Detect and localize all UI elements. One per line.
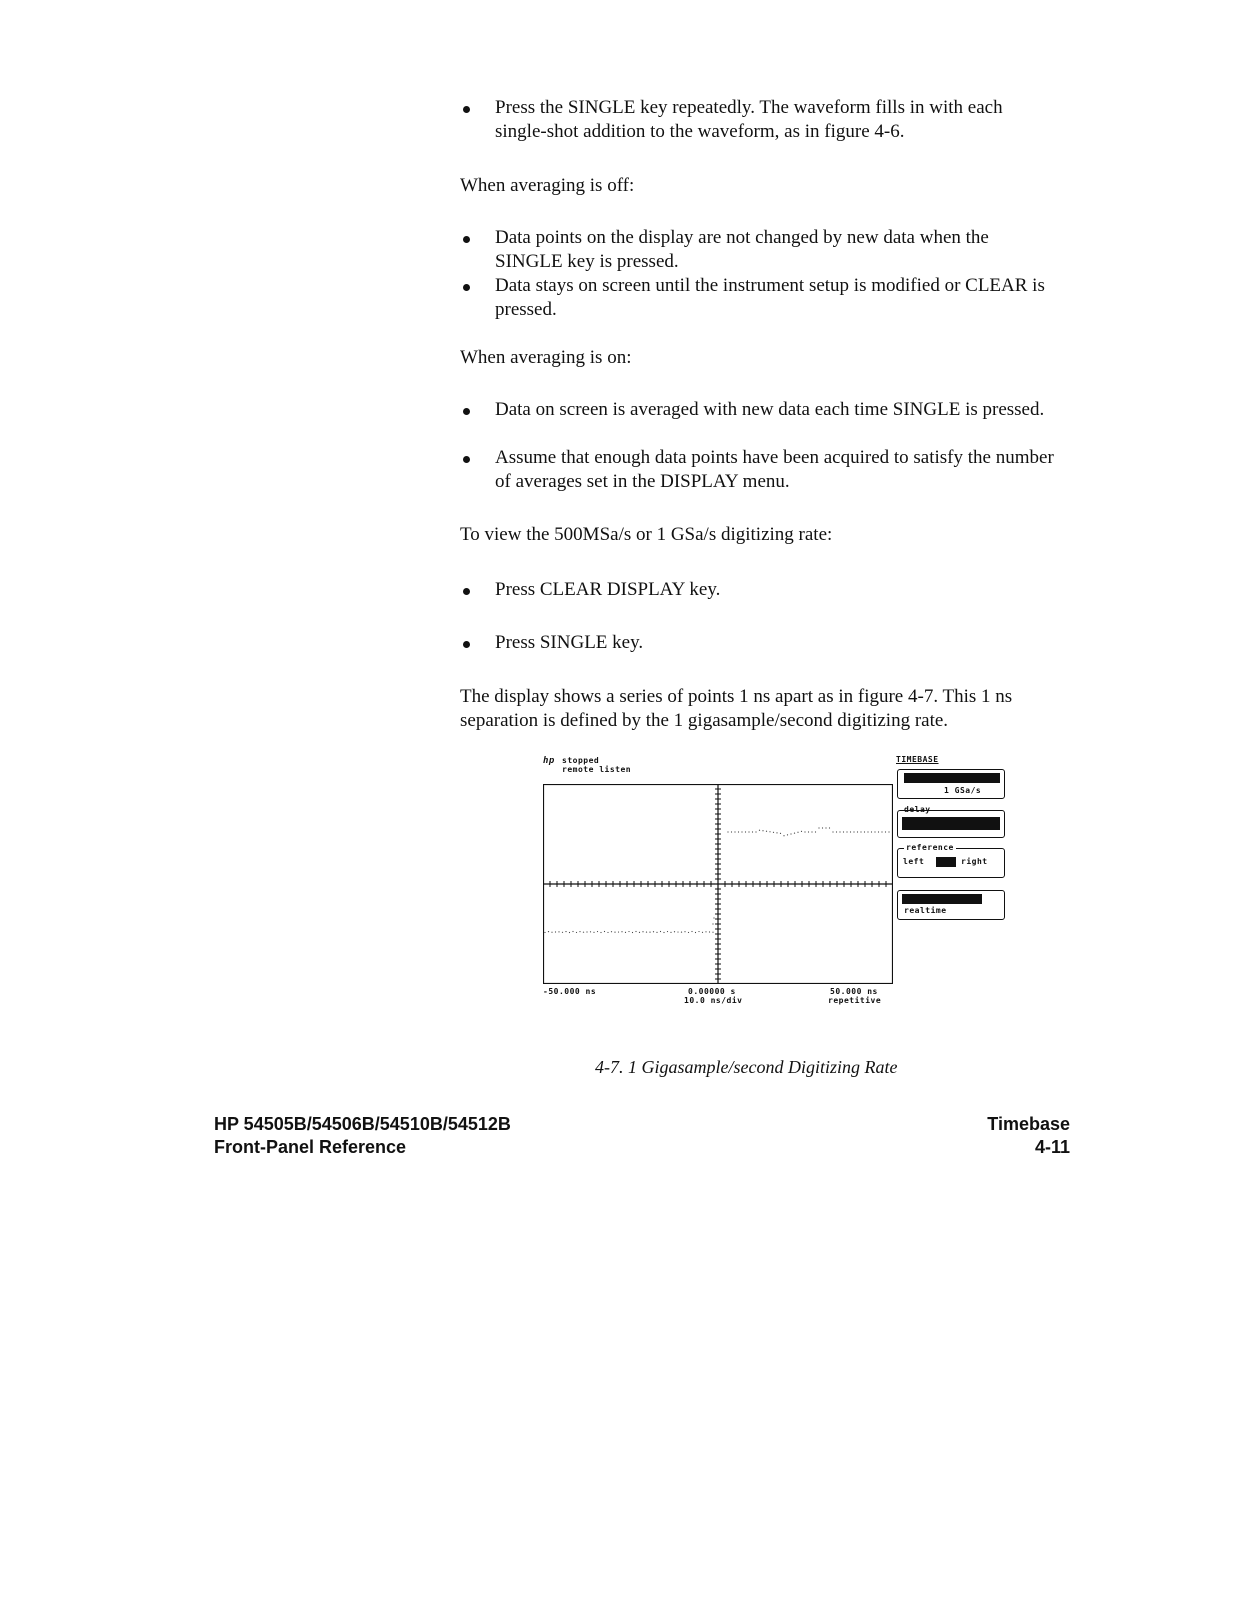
footer-section: Timebase xyxy=(987,1114,1070,1134)
bullet-text: Press CLEAR DISPLAY key. xyxy=(495,579,721,600)
trace-point xyxy=(727,831,728,832)
trace-point xyxy=(604,931,605,932)
trace-point xyxy=(836,831,837,832)
reference-softkey[interactable] xyxy=(897,848,1005,878)
trace-point xyxy=(635,931,636,932)
trace-point xyxy=(583,932,584,933)
oscilloscope-screenshot xyxy=(538,752,1018,1020)
trace-point xyxy=(885,831,886,832)
trace-point xyxy=(562,932,563,933)
trace-point xyxy=(607,932,608,933)
right-time-readout: 50.000 ns xyxy=(830,987,878,996)
sample-rate-value: 1 GSa/s xyxy=(944,786,982,795)
trace-point xyxy=(663,932,664,933)
mode-label-block xyxy=(902,894,982,904)
trace-point xyxy=(839,831,840,832)
trace-point xyxy=(642,931,643,932)
trace-point xyxy=(769,831,770,832)
trace-point xyxy=(688,932,689,933)
trace-point xyxy=(773,832,774,833)
left-time-readout: -50.000 ns xyxy=(543,987,597,996)
trace-point xyxy=(864,831,865,832)
graticule xyxy=(543,784,893,984)
trace-point xyxy=(548,931,549,932)
view-rate-heading: To view the 500MSa/s or 1 GSa/s digitizing rate: xyxy=(460,524,833,545)
reference-left: left xyxy=(903,857,925,866)
trace-point xyxy=(857,831,858,832)
trace-point xyxy=(646,931,647,932)
trace-point xyxy=(797,832,798,833)
trace-point xyxy=(734,831,735,832)
sample-rate-softkey[interactable] xyxy=(897,769,1005,799)
timebase-scale-readout: 10.0 ns/div xyxy=(684,996,743,1005)
trace-point xyxy=(712,923,713,924)
trace-point xyxy=(667,931,668,932)
softkey-label-block xyxy=(904,773,1000,783)
bullet-dot xyxy=(463,284,470,291)
trace-point xyxy=(653,931,654,932)
bullet-text: Data on screen is averaged with new data each time SINGLE is pressed. xyxy=(495,399,1045,420)
trace-point xyxy=(632,932,633,933)
bullet-text: Press the SINGLE key repeatedly. The waveform fills in with each single-shot addition to the waveform, as in figure 4-6. xyxy=(495,97,1003,142)
trace-point xyxy=(860,831,861,832)
averaging-on-heading: When averaging is on: xyxy=(460,347,632,368)
trace-point xyxy=(656,932,657,933)
trace-point xyxy=(691,931,692,932)
menu-title: TIMEBASE xyxy=(896,755,939,764)
trace-point xyxy=(748,831,749,832)
trace-point xyxy=(712,932,713,933)
bullet-text: Assume that enough data points have been acquired to satisfy the number of averages set in the DISPLAY menu. xyxy=(495,447,1054,492)
trace-point xyxy=(709,931,710,932)
bullet-text: Press SINGLE key. xyxy=(495,632,644,653)
trace-point xyxy=(639,932,640,933)
bullet-dot xyxy=(463,236,470,243)
trace-point xyxy=(794,833,795,834)
trace-point xyxy=(832,831,833,832)
trace-point xyxy=(569,932,570,933)
trace-point xyxy=(752,831,753,832)
trace-point xyxy=(593,932,594,933)
trace-point xyxy=(881,831,882,832)
trace-point xyxy=(590,931,591,932)
trace-point xyxy=(731,831,732,832)
trace-point xyxy=(867,831,868,832)
trace-point xyxy=(628,931,629,932)
trace-point xyxy=(684,931,685,932)
trace-point xyxy=(804,831,805,832)
trace-point xyxy=(853,831,854,832)
averaging-off-heading: When averaging is off: xyxy=(460,175,635,196)
trace-point xyxy=(614,932,615,933)
delay-softkey[interactable] xyxy=(897,810,1005,838)
bullet-dot xyxy=(463,588,470,595)
trace-point xyxy=(713,917,714,918)
trace-point xyxy=(621,931,622,932)
trace-point xyxy=(586,931,587,932)
trace-point xyxy=(787,834,788,835)
hp-logo: hp xyxy=(543,756,555,766)
trace-point xyxy=(625,932,626,933)
trace-point xyxy=(801,831,802,832)
mode-realtime: realtime xyxy=(904,906,947,915)
trace-point xyxy=(815,831,816,832)
trace-point xyxy=(565,931,566,932)
trace-point xyxy=(555,931,556,932)
trace-point xyxy=(677,931,678,932)
center-time-readout: 0.00000 s xyxy=(688,987,736,996)
acquisition-mode-softkey[interactable] xyxy=(897,890,1005,920)
trace-point xyxy=(702,932,703,933)
trace-point xyxy=(558,931,559,932)
trace-point xyxy=(579,931,580,932)
delay-value-block xyxy=(902,817,1000,830)
reference-center-marker xyxy=(936,857,956,867)
trace-point xyxy=(846,831,847,832)
trace-point xyxy=(776,832,777,833)
trace-point xyxy=(888,831,889,832)
trace-point xyxy=(745,831,746,832)
delay-label: delay xyxy=(904,805,931,814)
reference-label: reference xyxy=(906,843,954,852)
figure-caption: 4-7. 1 Gigasample/second Digitizing Rate xyxy=(595,1057,898,1077)
trace-point xyxy=(618,931,619,932)
trace-point xyxy=(738,831,739,832)
trace-point xyxy=(705,931,706,932)
trace-point xyxy=(783,835,784,836)
bullet-text: Data points on the display are not changed by new data when the SINGLE key is pressed. xyxy=(495,227,989,272)
trace-point xyxy=(766,831,767,832)
trace-point xyxy=(759,830,760,831)
bullet-dot xyxy=(463,456,470,463)
status-remote-listen: remote listen xyxy=(562,765,632,774)
bullet-dot xyxy=(463,641,470,648)
trace-point xyxy=(822,827,823,828)
bullet-text: Data stays on screen until the instrument setup is modified or CLEAR is pressed. xyxy=(495,275,1045,320)
trace-point xyxy=(544,932,545,933)
trace-point xyxy=(611,931,612,932)
trace-point xyxy=(649,931,650,932)
trace-point xyxy=(762,830,763,831)
trace-point xyxy=(843,831,844,832)
bullet-dot xyxy=(463,408,470,415)
trace-point xyxy=(597,931,598,932)
trace-point xyxy=(850,831,851,832)
display-paragraph: The display shows a series of points 1 ns apart as in figure 4-7. This 1 ns separation is defined by the 1 gigasample/second digitizing rate. xyxy=(460,686,1013,731)
status-stopped: stopped xyxy=(562,756,600,765)
trace-point xyxy=(576,932,577,933)
trace-point xyxy=(780,833,781,834)
trace-point xyxy=(818,827,819,828)
trace-point xyxy=(790,833,791,834)
footer-model: HP 54505B/54506B/54510B/54512B xyxy=(214,1114,511,1134)
trace-point xyxy=(551,932,552,933)
footer-page-number: 4-11 xyxy=(1034,1137,1070,1157)
trace-point xyxy=(811,831,812,832)
trace-point xyxy=(572,931,573,932)
bullet-dot xyxy=(463,106,470,113)
trace-point xyxy=(755,831,756,832)
trace-point xyxy=(878,831,879,832)
trace-point xyxy=(674,931,675,932)
trace-point xyxy=(829,827,830,828)
footer-manual: Front-Panel Reference xyxy=(214,1137,407,1157)
trace-point xyxy=(660,931,661,932)
trace-point xyxy=(871,831,872,832)
acquisition-mode-readout: repetitive xyxy=(828,996,882,1005)
trace-point xyxy=(670,932,671,933)
reference-right: right xyxy=(961,857,988,866)
trace-point xyxy=(741,831,742,832)
trace-point xyxy=(698,931,699,932)
trace-point xyxy=(874,831,875,832)
trace-point xyxy=(825,827,826,828)
trace-point xyxy=(600,932,601,933)
trace-point xyxy=(681,932,682,933)
trace-point xyxy=(695,932,696,933)
trace-point xyxy=(808,831,809,832)
